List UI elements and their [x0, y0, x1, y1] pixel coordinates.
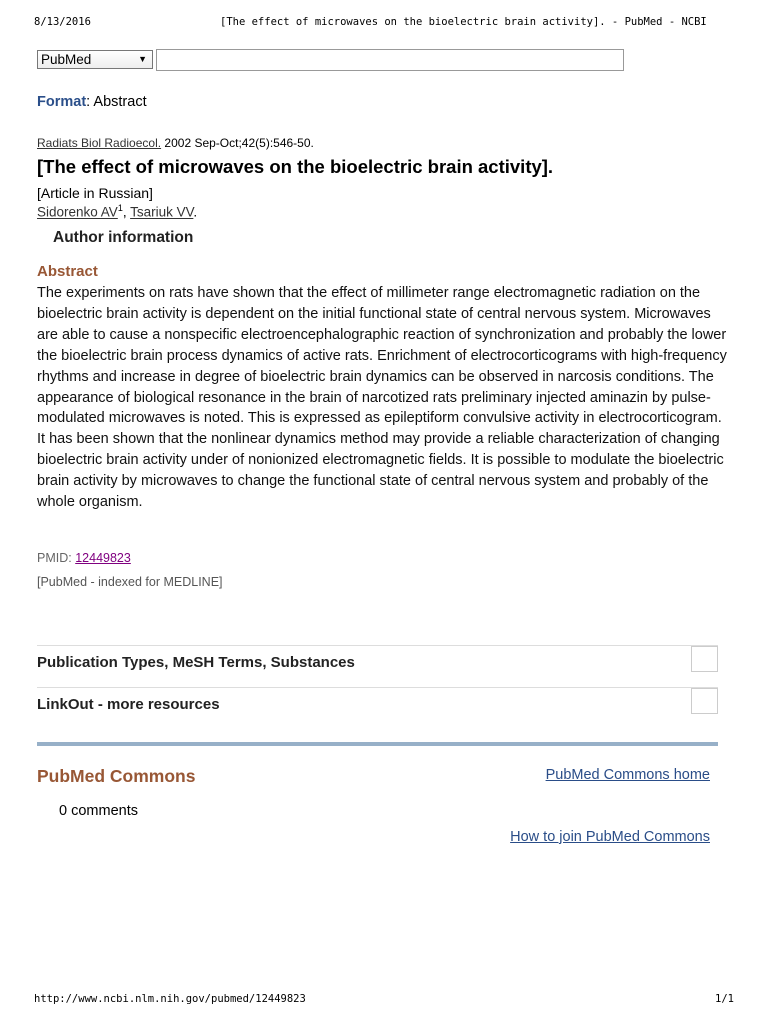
dropdown-arrow-icon: ▼ — [138, 54, 147, 64]
author-affiliation-sup: 1 — [117, 203, 123, 213]
abstract-text: The experiments on rats have shown that the effect of millimeter range electromagnetic radiation on the bioelectric brain activity is dependent on the initial functional state of central nervous system. Microwaves are able to cause a nonspecific electroencephalographic reaction of synchronization and probably the lower the bioelectric brain process dynamics of active rats. Enrichment of electrocorticograms with high-frequency rhythms and increase in degree of bioelectric brain dynamics can be observed in narcosis conditions. The appearance of biological resonance in the brain of narcotized rats preliminary injected aminazin by pulse-modulated microwaves is noted. This is expressed as epileptiform convulsive activity in electrocorticogram. It has been shown that the nonlinear dynamics method may provide a reliable characterization of changing bioelectric brain activity under of nonionized electromagnetic fields. It is possible to modulate the bioelectric brain activity by microwaves to change the functional state of central nervous system and probably of the whole organism. — [37, 285, 727, 511]
join-commons-link[interactable]: How to join PubMed Commons — [510, 829, 710, 845]
indexing-status: [PubMed - indexed for MEDLINE] — [37, 575, 223, 589]
expand-toggle-icon[interactable] — [691, 646, 718, 672]
pmid-line — [37, 551, 131, 565]
format-value: Abstract — [93, 94, 147, 110]
author-information-toggle[interactable]: Author information — [53, 229, 194, 246]
expand-toggle-icon[interactable] — [691, 688, 718, 714]
pmid-link[interactable]: 12449823 — [75, 551, 131, 565]
print-header — [34, 16, 734, 30]
journal-link[interactable]: Radiats Biol Radioecol. — [37, 136, 162, 150]
database-select[interactable] — [37, 50, 153, 69]
print-footer — [34, 993, 734, 1007]
pmid-label: PMID: — [37, 551, 72, 565]
abstract-heading: Abstract — [37, 263, 98, 280]
section-label: Publication Types, MeSH Terms, Substances — [37, 654, 355, 671]
format-label[interactable]: Format — [37, 94, 87, 110]
section-label: LinkOut - more resources — [37, 696, 220, 713]
page-count: 1/1 — [715, 993, 734, 1005]
author-link[interactable]: Tsariuk VV — [130, 204, 194, 220]
print-url: http://www.ncbi.nlm.nih.gov/pubmed/12449823 — [34, 993, 306, 1005]
commons-heading: PubMed Commons — [37, 766, 196, 786]
commons-divider — [37, 742, 718, 746]
citation-details: 2002 Sep-Oct;42(5):546-50. — [164, 136, 314, 150]
format-line: Format: Abstract — [37, 94, 147, 110]
database-select-value: PubMed — [41, 52, 92, 67]
author-link[interactable]: Sidorenko AV — [37, 204, 118, 220]
commons-home-link[interactable]: PubMed Commons home — [545, 767, 710, 783]
print-date: 8/13/2016 — [34, 16, 91, 28]
language-note: [Article in Russian] — [37, 185, 153, 201]
citation — [37, 136, 314, 150]
article-title: [The effect of microwaves on the bioelectric brain activity]. — [37, 156, 554, 177]
section-publication-types[interactable] — [37, 645, 718, 686]
search-input[interactable] — [156, 49, 624, 71]
print-page-title: [The effect of microwaves on the bioelectric brain activity]. - PubMed - NCBI — [220, 16, 707, 28]
section-linkout[interactable] — [37, 687, 718, 728]
author-list: Sidorenko $AV^1$, Tsariuk VV. — [37, 203, 198, 220]
comments-count: 0 comments — [59, 803, 138, 819]
